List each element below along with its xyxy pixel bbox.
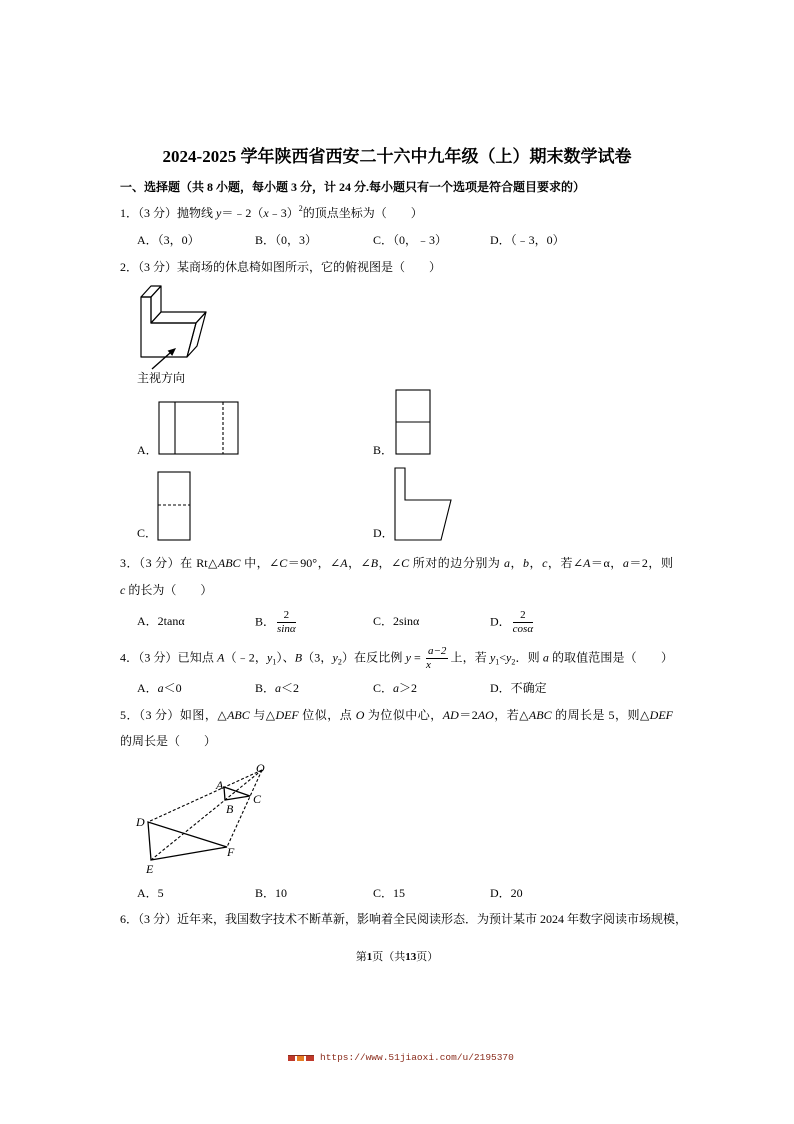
text-run: ，∠ [378,556,402,570]
subscript: 2 [337,657,342,667]
text-run: 的周长是 5，则△ [551,708,650,722]
question-5-option-d [490,885,523,901]
math-variable: a [622,556,629,570]
question-4-option-a [137,680,182,696]
label-e: E [146,862,154,876]
fraction-numerator: 2 [513,609,533,623]
fraction [513,609,533,636]
text-run: C．2sinα [373,614,420,628]
text-run: D． [490,614,511,629]
subscript: 2 [511,657,516,667]
text-run: 页（共 [372,951,406,963]
text-run: 的长为（ ） [125,583,213,597]
label-b: B [226,802,234,816]
text-run: 3．（3 分）在 Rt△ [120,556,218,570]
view-direction-arrow [152,348,176,369]
text-run: D．不确定 [490,681,547,695]
chair-front-face [141,297,196,357]
label-o: O [256,761,265,775]
page-title: 2024-2025 学年陕西省西安二十六中九年级（上）期末数学试卷 [162,147,632,166]
text-run: 的顶点坐标为（ ） [302,206,423,220]
text-run: B． [255,681,276,695]
bold-number: 1 [366,951,373,963]
text-run: 为位似中心， [364,708,443,722]
text-run: ﹣3） [268,206,299,220]
math-variable: a [157,681,164,695]
question-2-option-d-label: D． [373,526,394,540]
math-variable: a [503,556,510,570]
ray-o-f [227,770,262,847]
chair-seat-side-face [187,312,206,357]
option-c-top-view [158,472,190,540]
text-run: 与△ [249,708,276,722]
text-run: C．15 [373,886,406,900]
math-variable: y [332,650,338,665]
question-1-option-a [137,232,200,248]
text-run: < [499,650,507,665]
text-run: ）、 [276,650,295,665]
math-variable: a [275,681,282,695]
view-direction-caption: 主视方向 [137,371,186,385]
math-variable: y [405,650,411,665]
label-c: C [253,792,262,806]
text-run: 所对的边分别为 [409,556,504,570]
text-run: A．2tanα [137,614,185,628]
text-run: ＜2 [281,681,300,695]
text-run: 1．（3 分）抛物线 [120,206,217,220]
text-run: 的周长是（ ） [120,734,217,748]
text-run: 页） [416,951,439,963]
question-4-stem [120,645,673,672]
fraction [277,609,296,636]
text-run: ＝α， [590,556,623,570]
option-d-side-view [395,468,451,540]
text-run: ，若△ [493,708,529,722]
question-4-option-d [490,680,547,696]
question-3-option-b [255,609,298,636]
text-run: 5．（3 分）如图，△ [120,708,228,722]
math-variable: y [216,206,222,220]
math-variable: ABC [217,556,241,570]
text-run: ，若∠ [547,556,584,570]
math-variable: y [506,650,512,665]
bold-number: 13 [405,951,417,963]
label-f: F [227,845,235,859]
question-1-option-b [255,232,317,248]
text-run: A．5 [137,886,164,900]
math-variable: B [370,556,379,570]
math-variable: DEF [649,708,673,722]
text-run: D．20 [490,886,523,900]
question-4-option-b [255,680,299,696]
math-variable: ABC [227,708,250,722]
label-d: D [136,815,145,829]
text-run: 上，若 [450,650,490,665]
math-variable: AD [442,708,459,722]
figure-point-labels [135,761,265,876]
math-variable: A [340,556,348,570]
math-variable: c [120,583,126,597]
fraction-numerator: a−2 [427,645,447,657]
subscript: 1 [495,657,500,667]
fraction-denominator: sinα [277,623,296,635]
math-variable: A [217,650,225,665]
math-variable: C [279,556,288,570]
math-variable: ABC [528,708,552,722]
question-3-option-a [137,613,185,629]
text-run: ， [529,556,543,570]
question-5-option-b [255,885,287,901]
text-run: ）在反比例 [341,650,406,665]
text-run: A．（3，0） [137,233,200,247]
ray-o-e [151,770,262,860]
fraction-denominator: x [425,659,431,671]
text-run: C． [373,681,394,695]
text-run: 4．（3 分）已知点 [120,650,218,665]
question-1-stem [120,205,423,221]
math-variable: a [542,650,549,665]
fraction-denominator: cosα [512,623,534,635]
text-run: 第 [355,951,367,963]
question-6-stem [120,911,688,927]
text-run: ， [509,556,524,570]
fraction [426,645,448,672]
option-b-top-view [396,390,430,454]
text-run: ＝2，则 [628,556,673,570]
site-logo-icon [288,1055,314,1061]
question-3-option-d [490,609,535,636]
question-2-option-c-label: C． [137,526,158,540]
page-number [0,950,794,964]
question-1-option-c [373,232,447,248]
text-run: ，∠ [347,556,371,570]
ray-o-d [148,770,262,822]
question-4-option-c [373,680,417,696]
text-run: B．（0，3） [255,233,318,247]
question-5-option-a [137,885,164,901]
math-variable: DEF [275,708,299,722]
text-run: D．（﹣3，0） [490,233,565,247]
text-run: B． [255,614,276,629]
question-1-option-d [490,232,565,248]
text-run: ＝90°，∠ [287,556,341,570]
subscript: 1 [272,657,277,667]
text-run: （3， [302,650,333,665]
section-heading: 一、选择题（共 8 小题，每小题 3 分，计 24 分.每小题只有一个选项是符合题目要求的） [120,180,586,194]
text-run: （﹣2， [224,650,268,665]
chair-seat-top-face [151,312,206,323]
math-variable: B [294,650,303,665]
text-run: 的取值范围是（ ） [548,650,673,665]
math-variable: x [263,206,269,220]
triangle-abc [224,787,250,800]
triangle-def [148,822,227,860]
math-variable: C [401,556,410,570]
watermark-url[interactable]: https://www.51jiaoxi.com/u/2195370 [320,1052,514,1063]
text-run: 中，∠ [240,556,280,570]
superscript: 2 [298,204,303,213]
math-variable: AO [477,708,494,722]
question-5-option-c [373,885,405,901]
text-run: 2．（3 分）某商场的休息椅如图所示，它的俯视图是（ ） [120,260,442,274]
math-variable: y [489,650,496,665]
text-run: ＝﹣2（ [221,206,264,220]
chair-back-top-face [141,286,161,297]
math-variable: A [583,556,591,570]
option-a-top-view [159,402,238,454]
fraction-numerator: 2 [277,609,296,623]
text-run: B．10 [255,886,288,900]
text-run: ＞2 [399,681,418,695]
text-run: 位似，点 [298,708,356,722]
math-variable: a [393,681,400,695]
math-variable: c [542,556,548,570]
text-run: ＝2 [458,708,478,722]
question-3-stem-line2 [120,582,212,598]
text-run: ＜0 [163,681,182,695]
text-run: C．（0，﹣3） [373,233,448,247]
math-variable: y [267,650,273,665]
question-5-stem-line2 [120,733,216,749]
question-2-option-a-label: A． [137,443,158,457]
math-variable: O [355,708,365,722]
math-variable: b [523,556,530,570]
question-3-stem-line1 [120,555,673,571]
text-run: A． [137,681,158,695]
question-2-stem [120,259,441,275]
question-2-option-b-label: B． [373,443,394,457]
text-run: 6．（3 分）近年来，我国数字技术不断革新，影响着全民阅读形态．为预计某市 2024 年数字阅读市场规模， [120,912,688,926]
question-3-option-c [373,613,419,629]
text-run: ．则 [515,650,543,665]
question-5-stem-line1 [120,707,673,723]
chair-figure [141,286,206,357]
label-a: A [216,778,224,792]
text-run: = [410,650,424,665]
chair-back-side-face [151,286,161,323]
similar-triangles-figure [148,770,262,860]
